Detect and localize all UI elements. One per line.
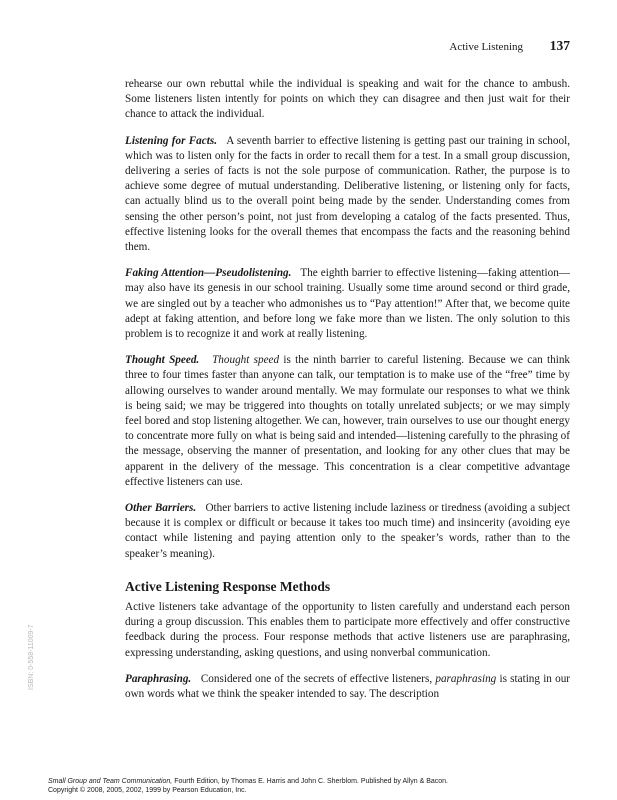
paragraph-text: rehearse our own rebuttal while the individual is speaking and wait for the chance to ambush. Some listeners listen intently for points on which they can disagree and then just wait for their chance to attack the individual.: [125, 78, 570, 121]
paragraph-text: The eighth barrier to effective listening—faking attention—may also have its genesis in our school training. Usually some time around second or third grade, we are singled out by a teacher who admonishes us to “Pay attention!” After that, we become quite adept at faking attention, and before long we fake more than we listen. The only solution to this problem is to recognize it and work at really listening.: [125, 267, 570, 341]
book-title: Small Group and Team Communication,: [48, 778, 173, 785]
running-head: [125, 38, 570, 54]
run-in-heading: Listening for Facts.: [125, 134, 218, 147]
isbn-sidebar: ISBN: 0-558-11009-7: [28, 624, 35, 690]
running-title: Active Listening: [449, 41, 523, 53]
paragraph-text: is the ninth barrier to careful listening. Because we can think three to four times faster than anyone can talk, our temptation is to make use of the “free” time by allowing ourselves to wander around mentally. We may formulate our responses to what we think is being said; we may be triggered into thoughts on totally unrelated subjects; or we may simply feel bored and stop listening altogether. We can, however, train ourselves to use our thought energy to concentrate more fully on what is being said and intended—listening carefully to the phrasing of the message, observing the manner of presentation, and looking for any other clues that may be apparent in the delivery of the message. This concentration is a clear competitive advantage effective listeners can use.: [125, 354, 571, 488]
footer-line-1-text: Fourth Edition, by Thomas E. Harris and John C. Sherblom. Published by Allyn & Bacon.: [174, 778, 448, 785]
paragraph-text: is stating in our own words what we think the speaker intended to say. The description: [125, 672, 571, 700]
paragraph-faking-attention: [125, 266, 570, 342]
paragraph-text: Active listeners take advantage of the opportunity to listen carefully and understand each person during a group discussion. This enables them to participate more effectively and offer constructive feedback during the process. Four response methods that active listeners use are paraphrasing, expressing understanding, asking questions, and using nonverbal communication.: [125, 600, 570, 659]
run-in-heading: Thought Speed.: [125, 354, 200, 367]
paragraph-response-methods: [125, 600, 570, 661]
paragraph-text: A seventh barrier to effective listening is getting past our training in school, which was to listen only for the facts in order to recall them for a test. In a small group discussion, delivering a series of facts is not the sole purpose of communication. Rather, the purpose is to achieve some degree of mutual understanding. Deliberative listening, or listening only for facts, can actually blind us to the overall point being made by the sender. Understanding comes from sensing the other person’s point, not just from developing a catalog of the facts presented. Thus, effective listening looks for the overall themes that encompass the facts and the reasoning behind them.: [125, 134, 570, 254]
section-heading: Active Listening Response Methods: [125, 578, 331, 594]
run-in-heading: Faking Attention—Pseudolistening.: [125, 267, 292, 280]
run-in-heading: Other Barriers.: [125, 502, 197, 515]
page-number: 137: [549, 38, 570, 53]
body-text: [125, 77, 570, 713]
paragraph-paraphrasing: [125, 672, 570, 702]
paragraph-text: Considered one of the secrets of effective listeners,: [200, 672, 433, 685]
footer-line-2: Copyright © 2008, 2005, 2002, 1999 by Pearson Education, Inc.: [48, 787, 247, 794]
paragraph-continuation: [125, 77, 570, 123]
run-in-heading: Paraphrasing.: [125, 672, 192, 685]
paragraph-thought-speed: [125, 353, 570, 490]
italic-term: paraphrasing: [435, 672, 497, 685]
paragraph-listening-for-facts: [125, 134, 570, 256]
copyright-footer: [48, 777, 588, 795]
footer-line-1: [48, 777, 588, 786]
italic-term: Thought speed: [212, 354, 280, 367]
paragraph-text: Other barriers to active listening include laziness or tiredness (avoiding a subject because it is complex or difficult or because it takes too much time) and insincerity (avoiding eye contact while listening and paying attention only to the speaker’s words, rather than to the speaker’s meaning).: [125, 502, 571, 560]
paragraph-other-barriers: [125, 501, 570, 562]
